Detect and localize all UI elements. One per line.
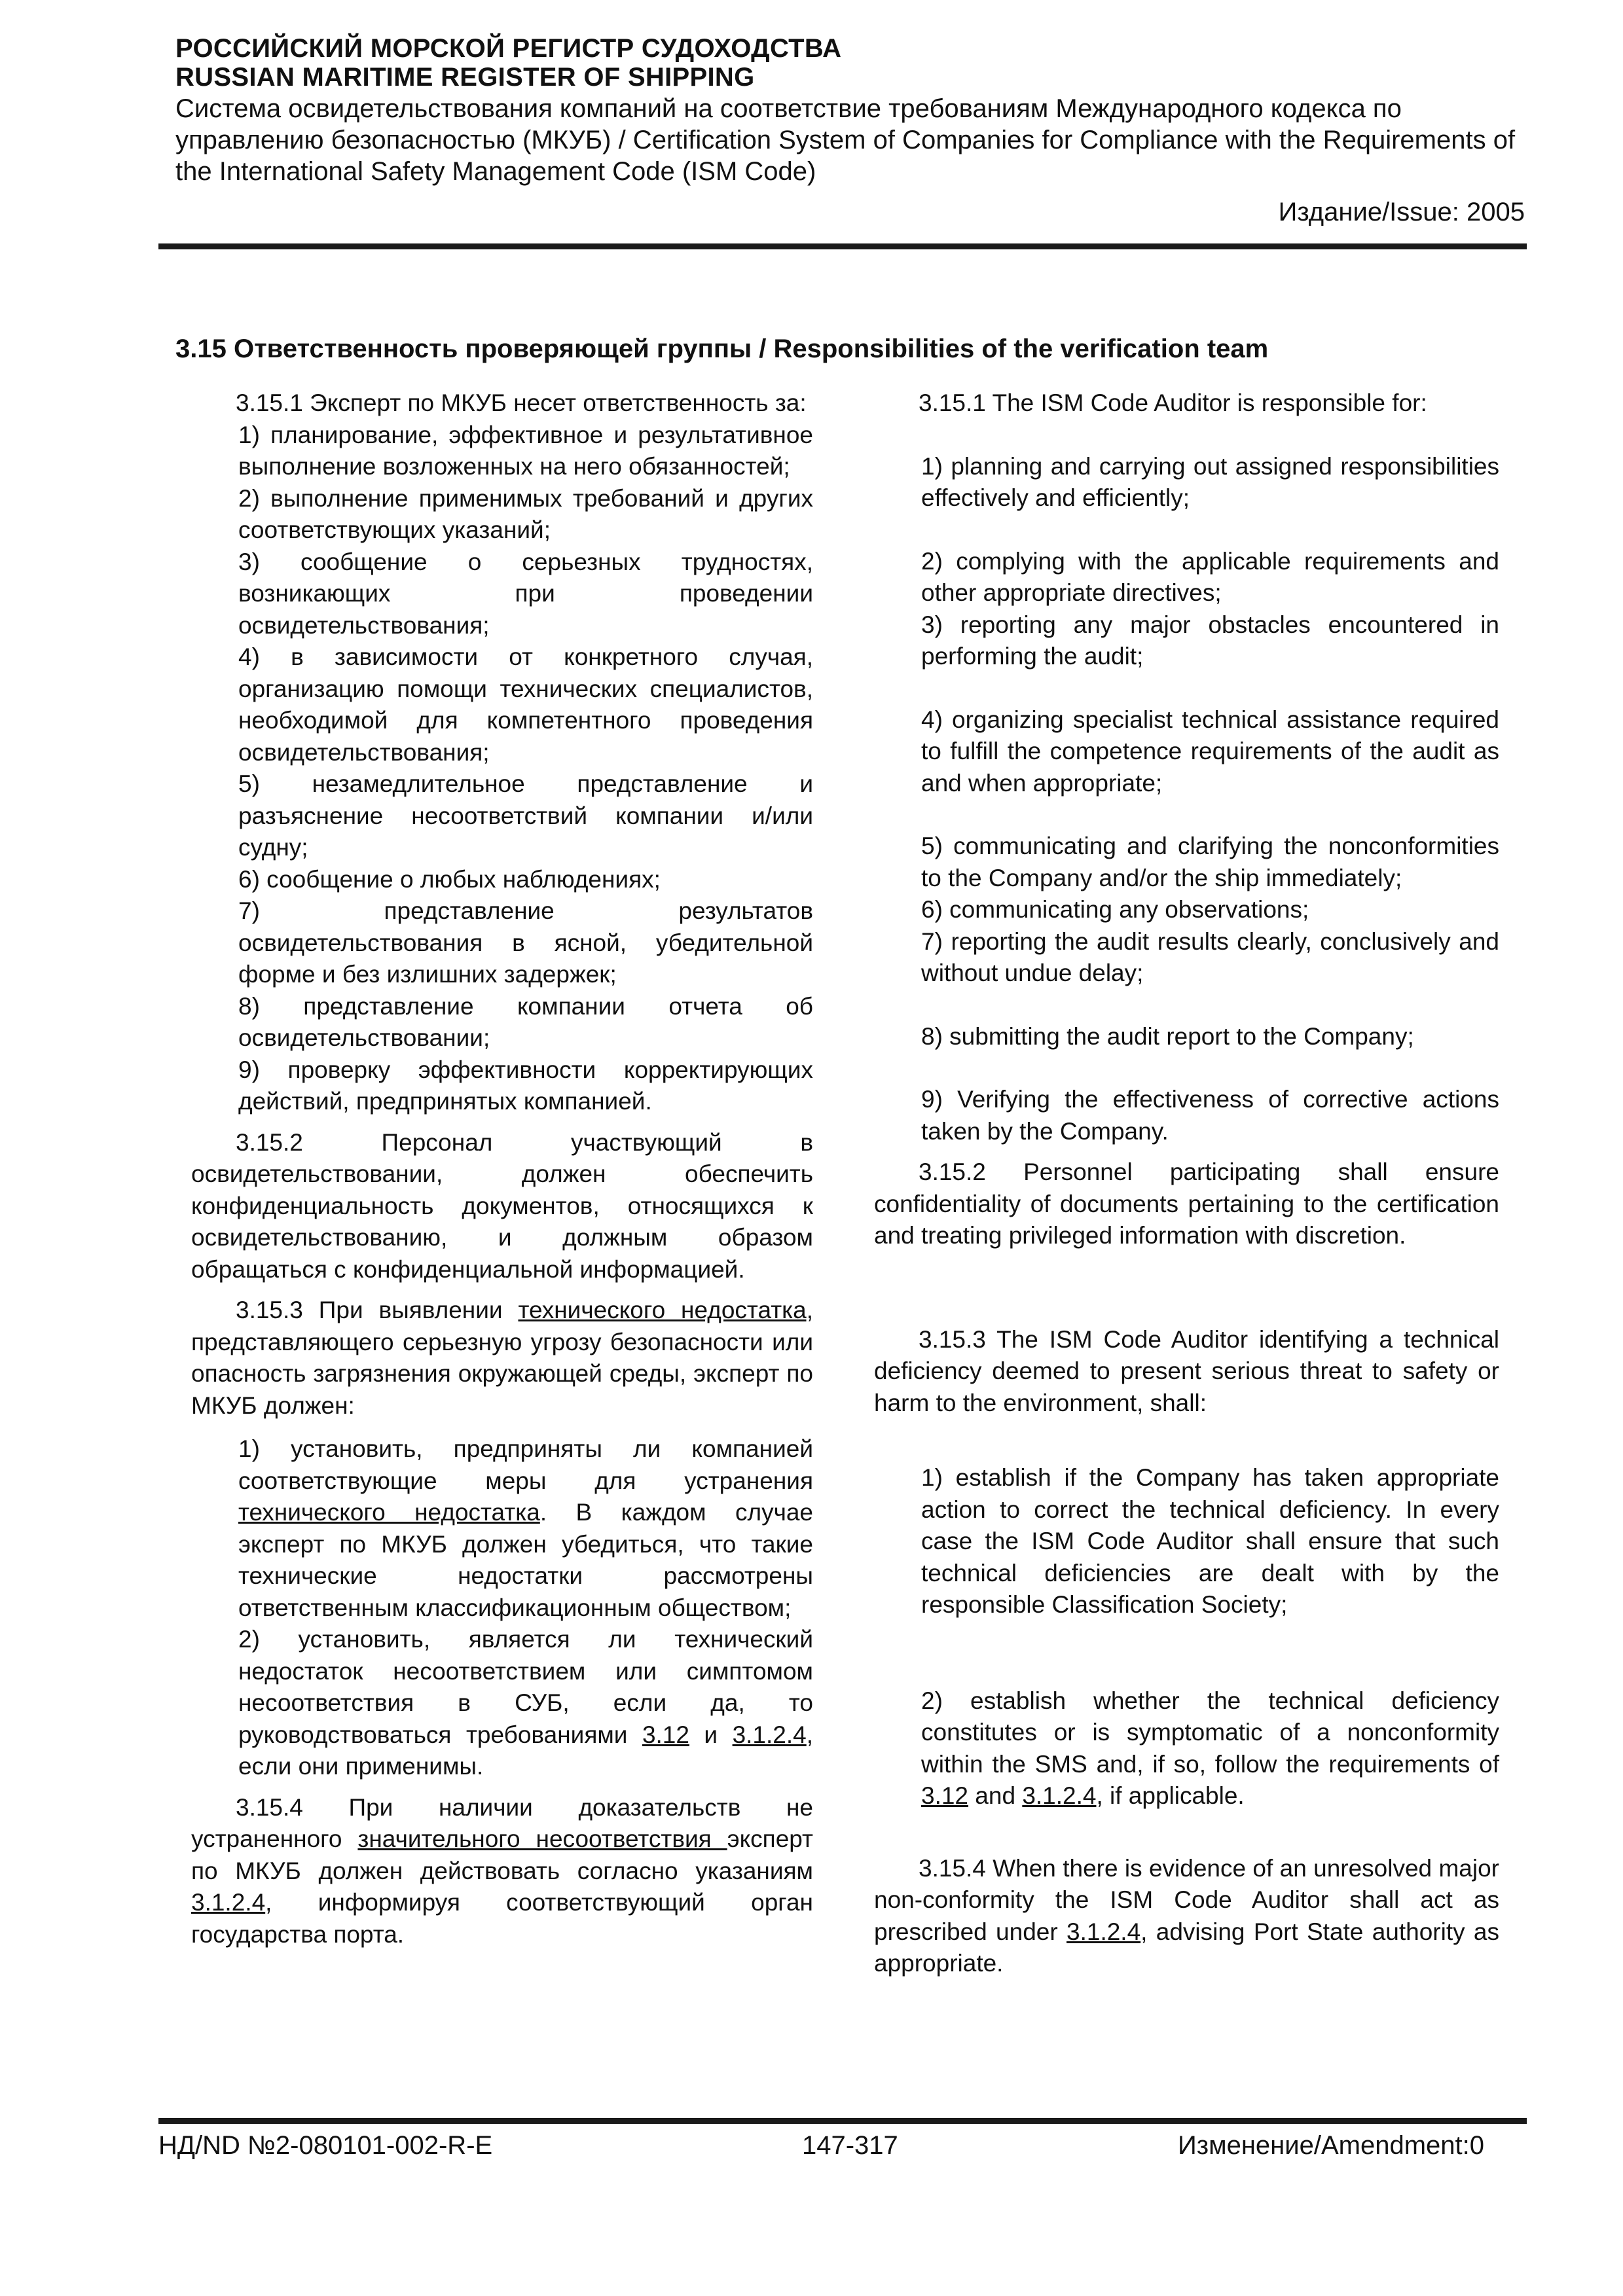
en-item-6: 6) communicating any observations;	[921, 896, 1309, 923]
document-header	[175, 34, 1524, 187]
header-issue: Издание/Issue: 2005	[1278, 198, 1525, 226]
en-link-3-1-2-4[interactable]: 3.1.2.4	[1022, 1782, 1097, 1809]
ru-clause-3-15-3-item-2: 2) установить, является ли технический недостаток несоответствием или симптомом несоответствия в СУБ, если да, то руководствоваться требованиями 3.12 и 3.1.2.4, если они применимы.	[238, 1626, 814, 1780]
footer-divider	[158, 2118, 1527, 2124]
ru-item-4: 4) в зависимости от конкретного случая, организацию помощи технических специалистов, необходимой для компетентного проведения освидетельствования;	[238, 643, 813, 766]
ru-item-2: 2) выполнение применимых требований и других соответствующих указаний;	[238, 484, 813, 543]
footer-doc-number: НД/ND №2-080101-002-R-E	[158, 2131, 493, 2160]
ru-item-1: 1) планирование, эффективное и результативное выполнение возложенных на него обязанностей;	[238, 421, 813, 480]
en-item-5: 5) communicating and clarifying the nonconformities to the Company and/or the ship immediately;	[921, 833, 1499, 891]
english-column	[874, 387, 1499, 1980]
en-item-8: 8) submitting the audit report to the Company;	[921, 1022, 1414, 1050]
ru-item-7: 7) представление результатов освидетельствования в ясной, убедительной форме и без излишних задержек;	[238, 897, 813, 988]
en-clause-3-15-3-item-1: 1) establish if the Company has taken appropriate action to correct the technical deficiency. In every case the ISM Code Auditor shall ensure that such technical deficiencies are dealt with by the responsible Classification Society;	[921, 1464, 1499, 1618]
en-clause-3-15-4: 3.15.4 When there is evidence of an unresolved major non-conformity the ISM Code Auditor shall act as prescribed under 3.1.2.4, advising Port State authority as appropriate.	[874, 1854, 1499, 1977]
ru-item-9: 9) проверку эффективности корректирующих действий, предпринятых компанией.	[238, 1056, 813, 1115]
en-link-3-12[interactable]: 3.12	[921, 1782, 969, 1809]
ru-item-6: 6) сообщение о любых наблюдениях;	[238, 865, 661, 893]
ru-clause-3-15-3: 3.15.3 При выявлении технического недостатка, представляющего серьезную угрозу безопасности или опасность загрязнения окружающей среды, эксперт по МКУБ должен:	[191, 1297, 814, 1419]
ru-link-technical-deficiency[interactable]: технического недостатка,	[518, 1297, 814, 1323]
en-clause-3-15-3: 3.15.3 The ISM Code Auditor identifying a technical deficiency deemed to present serious threat to safety or harm to the environment, shall:	[874, 1325, 1499, 1416]
en-clause-3-15-2: 3.15.2 Personnel participating shall ensure confidentiality of documents pertaining to the certification and treating privileged information with discretion.	[874, 1158, 1499, 1249]
ru-clause-3-15-3-item-1: 1) установить, предприняты ли компанией соответствующие меры для устранения технического недостатка. В каждом случае эксперт по МКУБ должен убедиться, что такие технические недостатки рассмотрены ответственным классификационным обществом;	[238, 1435, 813, 1621]
header-system-title: Система освидетельствования компаний на соответствие требованиям Международного кодекса по управлению безопасностью (МКУБ) / Certification System of Companies for Compliance with the Requirements of the International Safety Management Code (ISM Code)	[175, 94, 1516, 186]
ru-item-8: 8) представление компании отчета об освидетельствовании;	[238, 992, 813, 1051]
ru-link-3-1-2-4-b[interactable]: 3.1.2.4	[191, 1889, 266, 1916]
ru-item-3: 3) сообщение о серьезных трудностях, возникающих при проведении освидетельствования;	[238, 548, 813, 639]
en-item-7: 7) reporting the audit results clearly, conclusively and without undue delay;	[921, 927, 1499, 986]
header-divider	[158, 243, 1527, 249]
ru-clause-3-15-2: 3.15.2 Персонал участвующий в освидетельствовании, должен обеспечить конфиденциальность документов, относящихся к освидетельствованию, и должным образом обращаться с конфиденциальной информацией.	[191, 1128, 813, 1283]
ru-link-3-12[interactable]: 3.12	[642, 1721, 689, 1748]
ru-clause-3-15-1-intro: 3.15.1 Эксперт по МКУБ несет ответственность за:	[236, 389, 807, 416]
en-link-3-1-2-4-b[interactable]: 3.1.2.4	[1067, 1918, 1141, 1945]
footer-page-number: 147-317	[802, 2131, 898, 2160]
ru-link-major-nonconformity[interactable]: значительного несоответствия	[357, 1825, 727, 1852]
en-clause-3-15-3-item-2: 2) establish whether the technical deficiency constitutes or is symptomatic of a nonconformity within the SMS and, if so, follow the requirements of 3.12 and 3.1.2.4, if applicable.	[921, 1687, 1499, 1809]
ru-link-3-1-2-4[interactable]: 3.1.2.4	[732, 1721, 807, 1748]
ru-clause-3-15-4: 3.15.4 При наличии доказательств не устраненного значительного несоответствия эксперт по МКУБ должен действовать согласно указаниям 3.1.2.4, информируя соответствующий орган государства порта.	[191, 1793, 813, 1948]
header-org-en: RUSSIAN MARITIME REGISTER OF SHIPPING	[175, 63, 755, 92]
en-item-4: 4) organizing specialist technical assistance required to fulfill the competence requirements of the audit as and when appropriate;	[921, 706, 1499, 797]
ru-item-5: 5) незамедлительное представление и разъяснение несоответствий компании и/или судну;	[238, 770, 813, 861]
en-item-9: 9) Verifying the effectiveness of corrective actions taken by the Company.	[921, 1086, 1499, 1145]
en-clause-3-15-1-intro: 3.15.1 The ISM Code Auditor is responsible for:	[919, 389, 1427, 416]
footer-amendment: Изменение/Amendment:0	[1178, 2131, 1484, 2160]
en-item-3: 3) reporting any major obstacles encountered in performing the audit;	[921, 611, 1499, 670]
en-item-2: 2) complying with the applicable requirements and other appropriate directives;	[921, 547, 1499, 606]
ru-link-technical-deficiency-2[interactable]: технического недостатка	[238, 1499, 540, 1526]
russian-column	[191, 387, 813, 1950]
section-title: 3.15 Ответственность проверяющей группы / Responsibilities of the verification team	[175, 334, 1269, 363]
header-org-ru: РОССИЙСКИЙ МОРСКОЙ РЕГИСТР СУДОХОДСТВА	[175, 34, 842, 63]
en-item-1: 1) planning and carrying out assigned responsibilities effectively and efficiently;	[921, 452, 1499, 511]
